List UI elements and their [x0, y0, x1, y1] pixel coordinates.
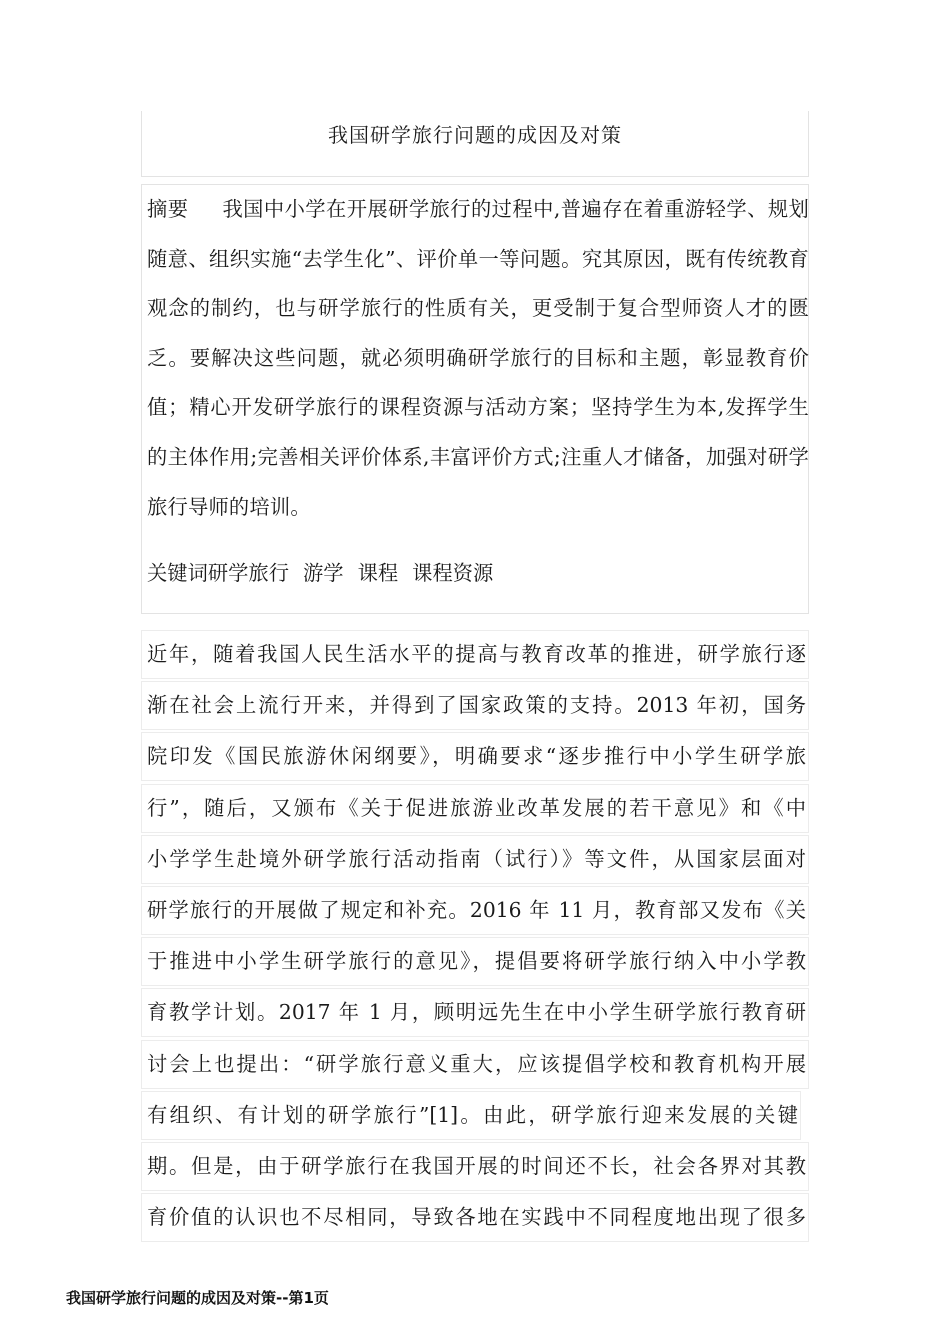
title-box	[141, 111, 809, 177]
page-footer: 我国研学旅行问题的成因及对策--第1页	[66, 1289, 329, 1307]
body-line: 有组织、有计划的研学旅行”[1]。由此，研学旅行迎来发展的关键	[141, 1091, 801, 1140]
body-line: 渐在社会上流行开来，并得到了国家政策的支持。2013 年初，国务	[141, 681, 809, 730]
body-line: 院印发《国民旅游休闲纲要》，明确要求“逐步推行中小学生研学旅	[141, 732, 809, 781]
abstract-label: 摘要	[147, 197, 189, 221]
keyword: 课程资源	[412, 561, 494, 585]
document-title: 我国研学旅行问题的成因及对策	[328, 123, 622, 147]
body-line: 研学旅行的开展做了规定和补充。2016 年 11 月，教育部又发布《关	[141, 886, 809, 935]
abstract-text: 我国中小学在开展研学旅行的过程中,普遍存在着重游轻学、规划随意、组织实施“去学生化”、评价单一等问题。究其原因，既有传统教育观念的制约，也与研学旅行的性质有关，更受制于复合型师资人才的匮乏。要解决这些问题，就必须明确研学旅行的目标和主题，彰显教育价值；精心开发研学旅行的课程资源与活动方案；坚持学生为本,发挥学生的主体作用;完善相关评价体系,丰富评价方式;注重人才储备，加强对研学旅行导师的培训。	[147, 197, 810, 519]
abstract-box	[141, 184, 809, 614]
body-line: 期。但是，由于研学旅行在我国开展的时间还不长，社会各界对其教	[141, 1142, 809, 1191]
body-line: 育教学计划。2017 年 1 月，顾明远先生在中小学生研学旅行教育研	[141, 988, 809, 1037]
body-line: 讨会上也提出：“研学旅行意义重大，应该提倡学校和教育机构开展	[141, 1040, 809, 1089]
keyword: 研学旅行	[207, 561, 289, 585]
keyword: 课程	[357, 561, 399, 585]
body-paragraph	[141, 630, 809, 1244]
keywords-label: 关键词	[147, 561, 208, 585]
body-line: 小学学生赴境外研学旅行活动指南（试行）》等文件，从国家层面对	[141, 835, 809, 884]
body-line: 于推进中小学生研学旅行的意见》，提倡要将研学旅行纳入中小学教	[141, 937, 809, 986]
abstract-paragraph	[147, 185, 809, 532]
body-line: 行”，随后，又颁布《关于促进旅游业改革发展的若干意见》和《中	[141, 784, 809, 833]
body-line: 近年，随着我国人民生活水平的提高与教育改革的推进，研学旅行逐	[141, 630, 809, 679]
keyword: 游学	[303, 561, 344, 585]
body-line: 育价值的认识也不尽相同，导致各地在实践中不同程度地出现了很多	[141, 1193, 809, 1242]
keywords-line	[147, 555, 493, 591]
